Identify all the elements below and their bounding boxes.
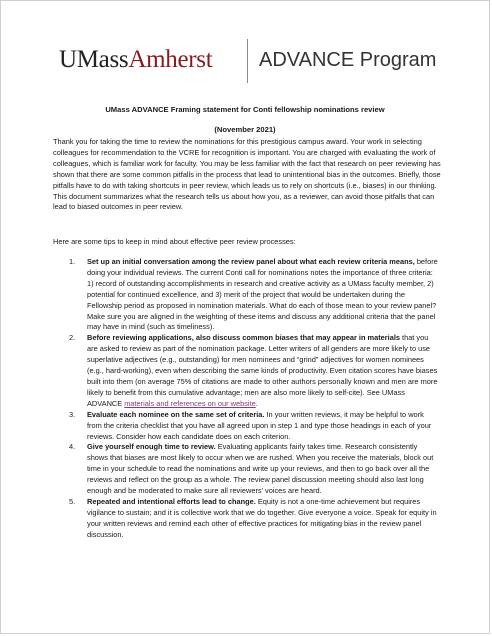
advance-program-logo: ADVANCE Program [259,49,437,71]
tips-list [69,257,439,541]
tip-number: 1. [69,257,76,266]
tip-body: Equity is not a one-time achievement but requires vigilance to sustain; and it is collective work that we do together. Give everyone a voice. Speak for equity in your written reviews and remind each other of effective practices for mitigating bias in the review panel discussion. [87,496,437,539]
tip-number: 2. [69,333,76,343]
tip-body: that you are asked to review as part of the nomination package. Letter writers of all genders are more likely to use superlative adjectives (e.g., outstanding) for men nominees and “grind” adjectives for women nominees (e.g., hard-working), even when describing the same kinds of productivity. Even citation scores have biases built into them (on average 75% of citations are made to other authors personally known and men are more likely to benefit from this cumulative advantage; men are also more likely to self-cite). See UMass ADVANCE [87,333,438,408]
tip-lead: Give yourself enough time to review. [87,442,216,452]
logo-divider [247,39,248,83]
tip-body: Evaluating applicants fairly takes time. Research consistently shows that biases are most likely to occur when we are rushed. When you receive the materials, block out time in your schedule to read the nominations and write up your reviews, and then to go back over all the reviews and reflect on the group as a whole. The review panel discussion meeting should also last long enough and be moderated to make sure all reviewers’ voices are heard. [87,442,434,496]
materials-link[interactable]: materials and references on our website [124,398,256,408]
tip-item [69,409,439,443]
document-title: UMass ADVANCE Framing statement for Conti fellowship nominations review [105,105,385,114]
tip-lead: Evaluate each nominee on the same set of criteria. [87,409,265,419]
tip-number: 3. [69,409,76,419]
tip-number: 4. [69,442,76,452]
letterhead [1,39,489,83]
tip-lead: Before reviewing applications, also discuss common biases that may appear in materials [87,333,400,343]
umass-amherst-logo: UMassAmherst [59,46,213,73]
document-date: (November 2021) [214,125,276,134]
tip-body: before doing your individual reviews. The current Conti call for nominations notes the importance of three criteria: 1) record of outstanding accomplishments in research and creative activity as a UMass faculty member, 2) potential for continued excellence, and 3) merit of the project that would be undertaken during the Fellowship period as proposed in nomination materials. What do each of those mean to your review panel? Make sure you are aligned in the weighting of these items and discuss any additional criteria that the panel may have in mind (such as timeliness). [87,257,438,332]
tip-number: 5. [69,496,76,506]
tip-item [69,442,439,497]
tips-intro: Here are some tips to keep in mind about effective peer review processes: [53,237,296,246]
tip-body: In your written reviews, it may be helpful to work from the criteria checklist that you have all agreed upon in step 1 and type those headings in each of your reviews. Consider how each candidate does on each criterion. [87,409,432,441]
tip-item [69,496,439,541]
tip-item [69,333,439,409]
tip-body-end: . [255,398,258,408]
tip-lead: Repeated and intentional efforts lead to change. [87,496,256,506]
tip-item [69,257,439,333]
tip-lead: Set up an initial conversation among the review panel about what each review criteria means, [87,257,415,266]
intro-paragraph: Thank you for taking the time to review the nominations for this prestigious campus award. Your work in selecting colleagues for recommendation to the VCRE for recognition is important. You are charged with evaluating the work of colleagues, which is familiar work for faculty. You may be less familiar with the fact that research on peer reviewing has shown that there are some common pitfalls in the process that lead to unintentional bias in the outcomes. Briefly, those pitfalls have to do with taking shortcuts in peer review, which leads us to rely on shortcuts (i.e., biases) in our thinking. This document summarizes what the research tells us about how you, as a reviewer, can avoid those pitfalls that can lead to biased outcomes in peer review. [53,137,441,212]
